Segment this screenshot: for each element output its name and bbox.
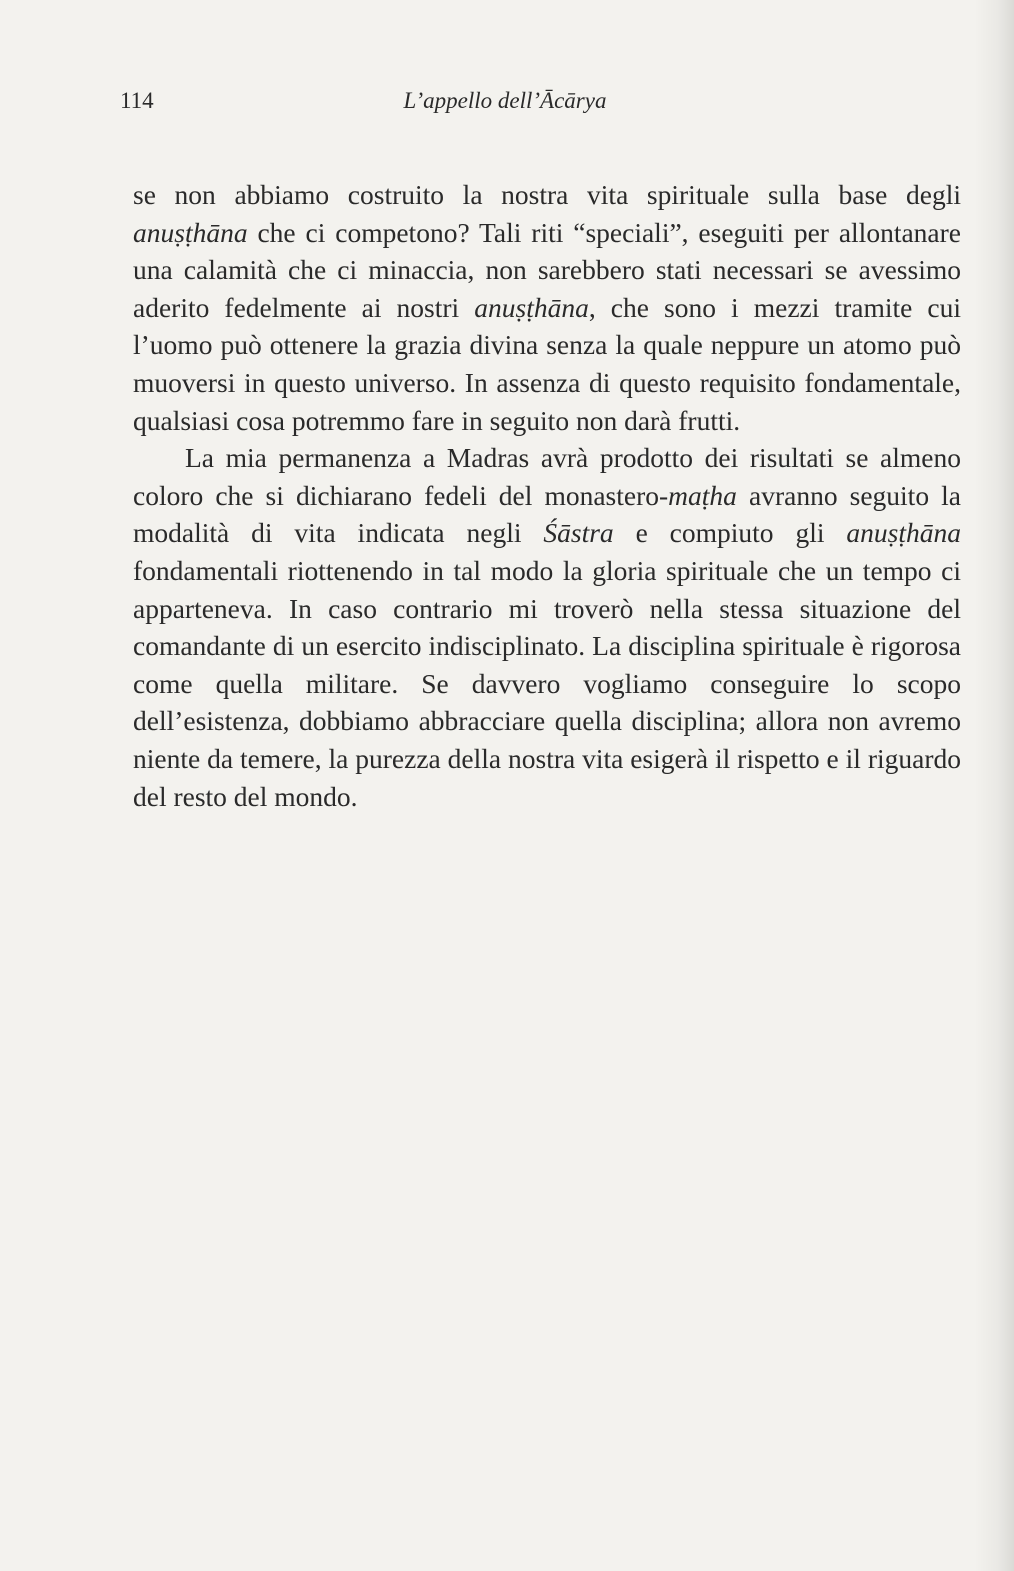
- text-run: se non abbiamo costruito la nostra vita spirituale sulla base degli: [133, 179, 961, 210]
- text-run: La mia permanenza a Madras avrà prodotto dei risultati se almeno coloro che si dichiarano fedeli del monastero-: [133, 442, 961, 511]
- page-header: [120, 88, 890, 122]
- text-run: fondamentali riottenendo in tal modo la gloria spirituale che un tempo ci apparteneva. In caso contrario mi troverò nella stessa situazione del comandante di un esercito indisciplinato. La disciplina spirituale è rigorosa come quella militare. Se davvero vogliamo conseguire lo scopo dell’esistenza, dobbiamo abbracciare quella disciplina; allora non avremo niente da temere, la purezza della nostra vita esigerà il rispetto e il riguardo del resto del mondo.: [133, 554, 961, 812]
- text-run: e compiuto gli: [613, 517, 847, 549]
- italic-term: maṭha: [668, 479, 737, 511]
- paragraph: [133, 439, 961, 815]
- text-run: avranno seguito la modalità di vita indicata negli: [133, 479, 961, 549]
- text-run: , che sono i mezzi tramite cui l’uomo può ottenere la grazia divina senza la quale neppure un atomo può muoversi in questo universo. In assenza di questo requisito fondamentale, qualsiasi cosa potremmo fare in seguito non darà frutti.: [133, 291, 961, 436]
- page-edge-shadow: [974, 0, 1014, 1571]
- paragraph: [133, 176, 961, 439]
- running-title: L’appello dell’Ācārya: [403, 88, 607, 113]
- italic-term: Śāstra: [543, 517, 614, 549]
- body-text: [133, 176, 961, 815]
- italic-term: anuṣṭhāna: [133, 216, 248, 248]
- page-number: 114: [120, 88, 154, 113]
- italic-term: anuṣṭhāna: [846, 517, 961, 549]
- text-run: che ci competono? Tali riti “speciali”, eseguiti per allontanare una calamità che ci minaccia, non sarebbero stati necessari se avessimo aderito fedelmente ai nostri: [133, 216, 961, 323]
- italic-term: anuṣṭhāna: [474, 291, 589, 323]
